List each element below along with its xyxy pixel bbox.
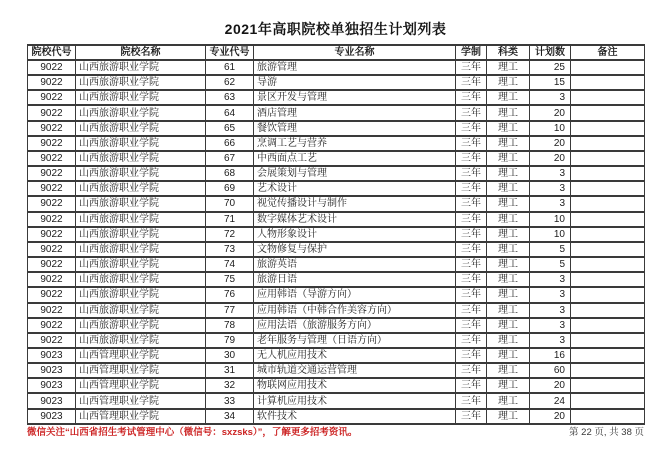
column-header-duration: 学制 <box>456 45 487 60</box>
cell-plan-count: 3 <box>530 318 571 333</box>
cell-major-name: 会展策划与管理 <box>254 166 456 181</box>
cell-major-code: 74 <box>206 257 254 272</box>
cell-major-code: 67 <box>206 151 254 166</box>
cell-major-name: 艺术设计 <box>254 181 456 196</box>
cell-major-code: 66 <box>206 136 254 151</box>
table-row <box>28 212 645 227</box>
cell-major-code: 31 <box>206 363 254 378</box>
cell-duration: 三年 <box>456 166 487 181</box>
cell-college-name: 山西管理职业学院 <box>76 363 206 378</box>
table-row <box>28 227 645 242</box>
cell-college-code: 9022 <box>28 90 76 105</box>
cell-remark <box>571 378 645 393</box>
cell-college-name: 山西旅游职业学院 <box>76 105 206 120</box>
cell-major-code: 79 <box>206 333 254 348</box>
cell-major-code: 71 <box>206 212 254 227</box>
cell-duration: 三年 <box>456 151 487 166</box>
cell-remark <box>571 90 645 105</box>
cell-major-name: 文物修复与保护 <box>254 242 456 257</box>
column-header-remark: 备注 <box>571 45 645 60</box>
cell-major-code: 76 <box>206 287 254 302</box>
cell-college-name: 山西旅游职业学院 <box>76 181 206 196</box>
cell-major-code: 68 <box>206 166 254 181</box>
cell-category: 理工 <box>487 242 530 257</box>
enrollment-plan-table <box>27 44 645 425</box>
table-row <box>28 105 645 120</box>
cell-major-name: 老年服务与管理（日语方向） <box>254 333 456 348</box>
cell-plan-count: 60 <box>530 363 571 378</box>
cell-plan-count: 3 <box>530 196 571 211</box>
cell-plan-count: 3 <box>530 166 571 181</box>
cell-duration: 三年 <box>456 136 487 151</box>
cell-college-name: 山西旅游职业学院 <box>76 166 206 181</box>
cell-plan-count: 3 <box>530 181 571 196</box>
cell-duration: 三年 <box>456 75 487 90</box>
cell-college-name: 山西旅游职业学院 <box>76 90 206 105</box>
cell-remark <box>571 181 645 196</box>
cell-college-code: 9022 <box>28 318 76 333</box>
cell-college-code: 9022 <box>28 121 76 136</box>
cell-plan-count: 25 <box>530 60 571 75</box>
cell-major-name: 旅游日语 <box>254 272 456 287</box>
cell-college-code: 9022 <box>28 181 76 196</box>
cell-college-name: 山西旅游职业学院 <box>76 287 206 302</box>
cell-major-name: 无人机应用技术 <box>254 348 456 363</box>
cell-major-name: 数字媒体艺术设计 <box>254 212 456 227</box>
table-row <box>28 181 645 196</box>
cell-college-code: 9022 <box>28 272 76 287</box>
table-row <box>28 393 645 408</box>
cell-college-code: 9022 <box>28 287 76 302</box>
cell-major-name: 旅游管理 <box>254 60 456 75</box>
cell-duration: 三年 <box>456 348 487 363</box>
cell-remark <box>571 363 645 378</box>
cell-college-name: 山西旅游职业学院 <box>76 121 206 136</box>
cell-major-code: 33 <box>206 393 254 408</box>
table-row <box>28 151 645 166</box>
table-row <box>28 348 645 363</box>
cell-college-code: 9023 <box>28 363 76 378</box>
cell-remark <box>571 242 645 257</box>
cell-duration: 三年 <box>456 363 487 378</box>
cell-college-code: 9022 <box>28 136 76 151</box>
cell-major-name: 烹调工艺与营养 <box>254 136 456 151</box>
cell-duration: 三年 <box>456 181 487 196</box>
cell-major-code: 72 <box>206 227 254 242</box>
cell-remark <box>571 60 645 75</box>
cell-category: 理工 <box>487 212 530 227</box>
cell-plan-count: 10 <box>530 212 571 227</box>
cell-major-code: 30 <box>206 348 254 363</box>
cell-major-code: 65 <box>206 121 254 136</box>
cell-remark <box>571 257 645 272</box>
cell-college-code: 9022 <box>28 242 76 257</box>
cell-major-code: 75 <box>206 272 254 287</box>
cell-duration: 三年 <box>456 105 487 120</box>
cell-plan-count: 20 <box>530 136 571 151</box>
cell-major-name: 中西面点工艺 <box>254 151 456 166</box>
cell-college-name: 山西旅游职业学院 <box>76 303 206 318</box>
column-header-college-code: 院校代号 <box>28 45 76 60</box>
cell-category: 理工 <box>487 378 530 393</box>
cell-college-code: 9022 <box>28 166 76 181</box>
cell-college-code: 9022 <box>28 60 76 75</box>
cell-major-code: 69 <box>206 181 254 196</box>
cell-plan-count: 3 <box>530 287 571 302</box>
cell-major-name: 软件技术 <box>254 409 456 424</box>
cell-remark <box>571 136 645 151</box>
cell-major-code: 77 <box>206 303 254 318</box>
cell-plan-count: 10 <box>530 121 571 136</box>
cell-major-name: 人物形象设计 <box>254 227 456 242</box>
cell-plan-count: 20 <box>530 105 571 120</box>
table-header <box>28 45 645 60</box>
table-row <box>28 318 645 333</box>
cell-plan-count: 3 <box>530 333 571 348</box>
cell-plan-count: 20 <box>530 151 571 166</box>
table-row <box>28 196 645 211</box>
cell-remark <box>571 393 645 408</box>
cell-college-code: 9022 <box>28 333 76 348</box>
cell-major-name: 应用法语（旅游服务方向） <box>254 318 456 333</box>
table-row <box>28 409 645 424</box>
cell-college-code: 9022 <box>28 151 76 166</box>
cell-college-name: 山西管理职业学院 <box>76 393 206 408</box>
cell-category: 理工 <box>487 348 530 363</box>
cell-plan-count: 3 <box>530 303 571 318</box>
cell-major-name: 导游 <box>254 75 456 90</box>
cell-major-name: 旅游英语 <box>254 257 456 272</box>
table-row <box>28 242 645 257</box>
cell-category: 理工 <box>487 151 530 166</box>
cell-college-name: 山西旅游职业学院 <box>76 318 206 333</box>
cell-duration: 三年 <box>456 60 487 75</box>
cell-college-code: 9023 <box>28 393 76 408</box>
cell-major-code: 61 <box>206 60 254 75</box>
cell-plan-count: 16 <box>530 348 571 363</box>
cell-remark <box>571 105 645 120</box>
cell-remark <box>571 151 645 166</box>
cell-college-code: 9022 <box>28 257 76 272</box>
cell-major-name: 计算机应用技术 <box>254 393 456 408</box>
cell-college-name: 山西旅游职业学院 <box>76 212 206 227</box>
cell-college-code: 9023 <box>28 378 76 393</box>
cell-major-name: 应用韩语（中韩合作美容方向） <box>254 303 456 318</box>
cell-duration: 三年 <box>456 378 487 393</box>
cell-plan-count: 24 <box>530 393 571 408</box>
cell-major-code: 62 <box>206 75 254 90</box>
table-row <box>28 90 645 105</box>
column-header-major-code: 专业代号 <box>206 45 254 60</box>
cell-major-code: 64 <box>206 105 254 120</box>
table-row <box>28 287 645 302</box>
cell-major-code: 70 <box>206 196 254 211</box>
cell-major-code: 73 <box>206 242 254 257</box>
cell-category: 理工 <box>487 60 530 75</box>
column-header-category: 科类 <box>487 45 530 60</box>
table-row <box>28 136 645 151</box>
cell-major-name: 酒店管理 <box>254 105 456 120</box>
cell-category: 理工 <box>487 227 530 242</box>
cell-college-name: 山西旅游职业学院 <box>76 257 206 272</box>
cell-major-name: 景区开发与管理 <box>254 90 456 105</box>
cell-college-name: 山西旅游职业学院 <box>76 242 206 257</box>
cell-college-code: 9022 <box>28 303 76 318</box>
cell-college-name: 山西旅游职业学院 <box>76 151 206 166</box>
cell-college-code: 9022 <box>28 105 76 120</box>
cell-category: 理工 <box>487 409 530 424</box>
cell-duration: 三年 <box>456 242 487 257</box>
cell-category: 理工 <box>487 272 530 287</box>
cell-duration: 三年 <box>456 409 487 424</box>
cell-category: 理工 <box>487 287 530 302</box>
cell-college-code: 9023 <box>28 348 76 363</box>
table-row <box>28 60 645 75</box>
cell-major-name: 餐饮管理 <box>254 121 456 136</box>
table-row <box>28 257 645 272</box>
cell-college-name: 山西旅游职业学院 <box>76 227 206 242</box>
cell-college-name: 山西旅游职业学院 <box>76 136 206 151</box>
cell-duration: 三年 <box>456 333 487 348</box>
wechat-notice: 微信关注“山西省招生考试管理中心（微信号：sxzsks）”，了解更多招考资讯。 <box>27 427 358 438</box>
cell-college-name: 山西管理职业学院 <box>76 409 206 424</box>
cell-remark <box>571 303 645 318</box>
cell-category: 理工 <box>487 121 530 136</box>
cell-remark <box>571 121 645 136</box>
cell-category: 理工 <box>487 75 530 90</box>
cell-duration: 三年 <box>456 121 487 136</box>
table-row <box>28 303 645 318</box>
cell-duration: 三年 <box>456 90 487 105</box>
cell-remark <box>571 212 645 227</box>
cell-plan-count: 20 <box>530 378 571 393</box>
cell-plan-count: 10 <box>530 227 571 242</box>
cell-duration: 三年 <box>456 287 487 302</box>
cell-category: 理工 <box>487 393 530 408</box>
cell-category: 理工 <box>487 90 530 105</box>
page-footer <box>27 427 644 439</box>
cell-category: 理工 <box>487 105 530 120</box>
cell-college-name: 山西旅游职业学院 <box>76 272 206 287</box>
cell-remark <box>571 227 645 242</box>
cell-remark <box>571 272 645 287</box>
cell-category: 理工 <box>487 136 530 151</box>
cell-major-name: 视觉传播设计与制作 <box>254 196 456 211</box>
column-header-college-name: 院校名称 <box>76 45 206 60</box>
cell-remark <box>571 196 645 211</box>
cell-college-name: 山西旅游职业学院 <box>76 333 206 348</box>
table-row <box>28 378 645 393</box>
cell-duration: 三年 <box>456 393 487 408</box>
cell-plan-count: 5 <box>530 257 571 272</box>
cell-category: 理工 <box>487 303 530 318</box>
cell-major-code: 63 <box>206 90 254 105</box>
cell-remark <box>571 318 645 333</box>
cell-remark <box>571 409 645 424</box>
table-row <box>28 363 645 378</box>
table-row <box>28 272 645 287</box>
header-row <box>28 45 645 60</box>
cell-college-code: 9022 <box>28 212 76 227</box>
cell-plan-count: 3 <box>530 272 571 287</box>
cell-college-name: 山西管理职业学院 <box>76 378 206 393</box>
cell-category: 理工 <box>487 166 530 181</box>
cell-college-code: 9022 <box>28 75 76 90</box>
cell-plan-count: 20 <box>530 409 571 424</box>
cell-duration: 三年 <box>456 212 487 227</box>
cell-category: 理工 <box>487 181 530 196</box>
cell-category: 理工 <box>487 333 530 348</box>
cell-duration: 三年 <box>456 196 487 211</box>
cell-college-code: 9023 <box>28 409 76 424</box>
cell-college-name: 山西旅游职业学院 <box>76 196 206 211</box>
cell-remark <box>571 348 645 363</box>
cell-major-code: 34 <box>206 409 254 424</box>
cell-major-name: 物联网应用技术 <box>254 378 456 393</box>
table-row <box>28 75 645 90</box>
cell-major-code: 78 <box>206 318 254 333</box>
cell-major-code: 32 <box>206 378 254 393</box>
cell-college-code: 9022 <box>28 196 76 211</box>
cell-category: 理工 <box>487 318 530 333</box>
cell-major-name: 城市轨道交通运营管理 <box>254 363 456 378</box>
cell-duration: 三年 <box>456 318 487 333</box>
page-title: 2021年高职院校单独招生计划列表 <box>224 21 447 37</box>
cell-remark <box>571 287 645 302</box>
cell-college-name: 山西管理职业学院 <box>76 348 206 363</box>
cell-college-name: 山西旅游职业学院 <box>76 75 206 90</box>
cell-category: 理工 <box>487 196 530 211</box>
cell-college-code: 9022 <box>28 227 76 242</box>
cell-remark <box>571 75 645 90</box>
column-header-major-name: 专业名称 <box>254 45 456 60</box>
cell-duration: 三年 <box>456 303 487 318</box>
page-number: 第 22 页, 共 38 页 <box>569 427 644 438</box>
cell-duration: 三年 <box>456 257 487 272</box>
cell-major-name: 应用韩语（导游方向） <box>254 287 456 302</box>
cell-remark <box>571 333 645 348</box>
cell-category: 理工 <box>487 257 530 272</box>
cell-plan-count: 3 <box>530 90 571 105</box>
table-row <box>28 333 645 348</box>
cell-remark <box>571 166 645 181</box>
table-row <box>28 166 645 181</box>
column-header-plan-count: 计划数 <box>530 45 571 60</box>
cell-plan-count: 5 <box>530 242 571 257</box>
table-row <box>28 121 645 136</box>
cell-category: 理工 <box>487 363 530 378</box>
cell-duration: 三年 <box>456 272 487 287</box>
cell-college-name: 山西旅游职业学院 <box>76 60 206 75</box>
cell-duration: 三年 <box>456 227 487 242</box>
table-body <box>28 60 645 424</box>
cell-plan-count: 15 <box>530 75 571 90</box>
